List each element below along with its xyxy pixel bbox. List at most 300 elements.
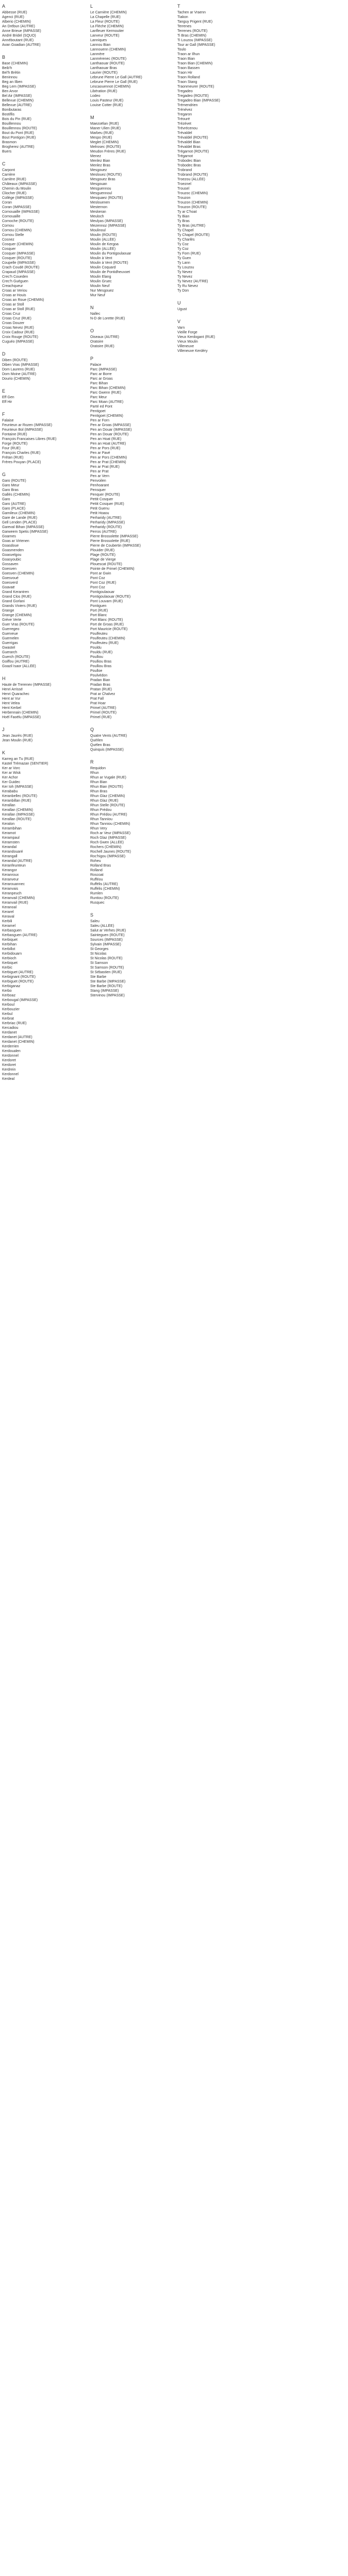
street-entry[interactable]: Rhun Prédou (AUTRE) xyxy=(90,813,127,817)
street-entry[interactable]: St Samson (ROUTE) xyxy=(90,966,124,970)
street-entry[interactable]: La Chapelle (RUE) xyxy=(90,15,121,19)
street-entry[interactable]: Kerambihan xyxy=(2,827,22,831)
street-entry[interactable]: Henri Quarachec xyxy=(2,692,29,696)
street-entry[interactable]: Port Blanc (ROUTE) xyxy=(90,618,123,622)
street-entry[interactable]: Pensquer xyxy=(90,488,106,492)
street-entry[interactable]: Croas ar Stoll xyxy=(2,303,24,307)
street-entry[interactable]: Penhoarant xyxy=(90,484,109,487)
street-entry[interactable]: Parc ar Groas xyxy=(90,377,113,381)
street-entry[interactable]: Kerbioch xyxy=(2,957,16,960)
street-entry[interactable]: Cornou (CHEMIN) xyxy=(2,229,32,232)
street-entry[interactable]: Moulin du Pontigoulaouar xyxy=(90,252,131,256)
street-entry[interactable]: Bois du Pin (RUE) xyxy=(2,117,31,121)
street-entry[interactable]: Beninnou xyxy=(2,76,18,79)
street-entry[interactable]: Kerdrein xyxy=(2,1068,16,1072)
street-entry[interactable]: Annéboutant (RUE) xyxy=(2,39,34,42)
street-entry[interactable]: Pont Coz xyxy=(90,577,105,580)
street-entry[interactable]: Keranroux xyxy=(2,873,19,877)
street-entry[interactable]: Avan Goadian (AUTRE) xyxy=(2,43,41,47)
street-entry[interactable]: Lanmère xyxy=(90,53,105,56)
street-entry[interactable]: Moulinoul xyxy=(90,229,106,232)
street-entry[interactable]: Pen ar Vern xyxy=(90,474,109,478)
street-entry[interactable]: Mesgouez Bras xyxy=(90,178,115,181)
street-entry[interactable]: Kerdanet xyxy=(2,1031,17,1035)
street-entry[interactable]: Mesgouan xyxy=(90,182,107,186)
street-entry[interactable]: St Nicolas (ROUTE) xyxy=(90,957,123,960)
street-entry[interactable]: Louise Cotter (RUE) xyxy=(90,104,123,107)
street-entry[interactable]: Ty Charlès xyxy=(177,238,195,242)
street-entry[interactable]: Keramot xyxy=(2,832,16,835)
street-entry[interactable]: Sources (IMPASSE) xyxy=(90,938,123,942)
street-entry[interactable]: Diben Vras (IMPASSE) xyxy=(2,363,39,367)
street-entry[interactable]: Grands Viviers (RUE) xyxy=(2,604,37,608)
street-entry[interactable]: Ste Barbe (IMPASSE) xyxy=(90,980,126,984)
street-entry[interactable]: Traon Stang xyxy=(177,80,197,84)
street-entry[interactable]: Pierre Brossolette (RUE) xyxy=(90,539,130,543)
street-entry[interactable]: Croas ar Veriou xyxy=(2,289,27,293)
street-entry[interactable]: Trobodec Bras xyxy=(177,164,201,167)
street-entry[interactable]: Croas an Roue (CHEMIN) xyxy=(2,298,44,302)
street-entry[interactable]: Villeneuve Kerdéry xyxy=(177,349,208,353)
street-entry[interactable]: Pen ar Pors (CHEMIN) xyxy=(90,456,127,460)
street-entry[interactable]: Parc (IMPASSE) xyxy=(90,368,117,371)
street-entry[interactable]: Mesguennoul xyxy=(90,192,112,195)
street-entry[interactable]: Tiakon xyxy=(177,15,188,19)
street-entry[interactable]: St Nicolas xyxy=(90,952,107,956)
street-entry[interactable]: Le Carnière (CHEMIN) xyxy=(90,11,127,14)
street-entry[interactable]: Trobrand (ROUTE) xyxy=(177,173,208,177)
street-entry[interactable]: Cosquer (ROUTE) xyxy=(2,257,32,260)
street-entry[interactable]: Cornouaille (IMPASSE) xyxy=(2,210,40,214)
street-entry[interactable]: Ty Forn (RUE) xyxy=(177,252,201,256)
street-entry[interactable]: Châteaux (IMPASSE) xyxy=(2,182,37,186)
street-entry[interactable]: Ty Bian xyxy=(177,215,190,218)
street-entry[interactable]: St Samson xyxy=(90,961,108,965)
street-entry[interactable]: Quélen Bras xyxy=(90,743,110,747)
street-entry[interactable]: Marbeu (RUE) xyxy=(90,131,114,135)
street-entry[interactable]: Lescaouennot (CHEMIN) xyxy=(90,85,131,89)
street-entry[interactable]: Brogherez (AUTRE) xyxy=(2,145,35,149)
street-entry[interactable]: La Fleur (ROUTE) xyxy=(90,20,120,24)
street-entry[interactable]: Cornou xyxy=(2,224,14,228)
street-entry[interactable]: Ty Nevez xyxy=(177,270,193,274)
street-entry[interactable]: Guerarch xyxy=(2,651,18,654)
street-entry[interactable]: Guernelen xyxy=(2,637,19,640)
street-entry[interactable]: Ste Barbe xyxy=(90,975,107,979)
street-entry[interactable]: Ti Bras (CHEMIN) xyxy=(177,34,207,38)
street-entry[interactable]: Chemin du Moulin xyxy=(2,187,31,191)
street-entry[interactable]: Cornou Stelle xyxy=(2,233,24,237)
street-entry[interactable]: Rochers (CHEMIN) xyxy=(90,845,122,849)
street-entry[interactable]: Keranbellec (ROUTE) xyxy=(2,794,38,798)
street-entry[interactable]: Traon Bassen xyxy=(177,66,200,70)
street-entry[interactable]: Prat ar Chalvez xyxy=(90,692,115,696)
street-entry[interactable]: Kerampaul xyxy=(2,836,20,840)
street-entry[interactable]: Menlez Bras xyxy=(90,164,110,167)
street-entry[interactable]: Petit Hoaou xyxy=(90,512,109,515)
street-entry[interactable]: Kerboaz xyxy=(2,994,16,997)
street-entry[interactable]: Beg Lem (IMPASSE) xyxy=(2,85,36,89)
street-entry[interactable]: Kerdanet (CHEMIN) xyxy=(2,1040,35,1044)
street-entry[interactable]: Sylvain (IMPASSE) xyxy=(90,943,121,946)
street-entry[interactable]: Goavaë xyxy=(2,586,15,589)
street-entry[interactable]: Pettit Cosquer xyxy=(90,498,113,501)
street-entry[interactable]: Louis Pasteur (RUE) xyxy=(90,99,124,103)
street-entry[interactable]: Pontiguen xyxy=(90,604,107,608)
street-entry[interactable]: Falaise xyxy=(2,419,14,422)
street-entry[interactable]: Grand Clos (RUE) xyxy=(2,595,31,599)
street-entry[interactable]: Roscoat xyxy=(90,873,104,877)
street-entry[interactable]: Croas Cruz (RUE) xyxy=(2,317,31,320)
street-entry[interactable]: Trénévez xyxy=(177,108,192,112)
street-entry[interactable]: Pradan Bras xyxy=(90,683,110,687)
street-entry[interactable]: Lanmèrenec (ROUTE) xyxy=(90,57,127,61)
street-entry[interactable]: Kerbic xyxy=(2,966,12,970)
street-entry[interactable]: Pointe de Primel (CHEMIN) xyxy=(90,567,135,571)
street-entry[interactable]: Henri Arrissé xyxy=(2,688,23,691)
street-entry[interactable]: Ty Bras xyxy=(177,219,190,223)
street-entry[interactable]: Kerandal (AUTRE) xyxy=(2,859,32,863)
street-entry[interactable]: Ty Don xyxy=(177,289,189,293)
street-entry[interactable]: Eff Hir xyxy=(2,400,12,404)
street-entry[interactable]: Tachen ar Vraenn xyxy=(177,11,206,14)
street-entry[interactable]: Quéïlen xyxy=(90,739,103,742)
street-entry[interactable]: Roch ar Veur (IMPASSE) xyxy=(90,832,131,835)
street-entry[interactable]: Stang (IMPASSE) xyxy=(90,989,119,993)
street-entry[interactable]: Coran (IMPASSE) xyxy=(2,206,31,209)
street-entry[interactable]: Rumlen xyxy=(90,892,103,895)
street-entry[interactable]: Gossaven xyxy=(2,563,19,566)
street-entry[interactable]: Moulin à Vent xyxy=(90,257,112,260)
street-entry[interactable]: Kerbiguet (AUTRE) xyxy=(2,971,34,974)
street-entry[interactable]: Keramel xyxy=(2,924,16,928)
street-entry[interactable]: Menlez Bian xyxy=(90,159,110,163)
street-entry[interactable]: Kerbouzier xyxy=(2,1008,20,1011)
street-entry[interactable]: Garo xyxy=(2,498,10,501)
street-entry[interactable]: Trobrand xyxy=(177,168,192,172)
street-entry[interactable]: Garo (PLACE) xyxy=(2,507,26,511)
street-entry[interactable]: Kerarouannec xyxy=(2,883,25,886)
street-entry[interactable]: Keranoal xyxy=(2,906,17,909)
street-entry[interactable]: Kerangor xyxy=(2,869,17,872)
street-entry[interactable]: Haute de Trerenev (IMPASSE) xyxy=(2,683,52,687)
street-entry[interactable]: Moulin Elang xyxy=(90,275,111,279)
street-entry[interactable]: Primel (RUE) xyxy=(90,716,112,719)
street-entry[interactable]: Trévrécenou xyxy=(177,127,198,130)
street-entry[interactable]: Dom Moine (AUTRE) xyxy=(2,372,37,376)
street-entry[interactable]: Gell Lenden (PLACE) xyxy=(2,521,37,524)
street-entry[interactable]: Ker ar Vorc xyxy=(2,767,21,770)
street-entry[interactable]: Moulin (ALLÉE) xyxy=(90,238,116,242)
street-entry[interactable]: Collège (IMPASSE) xyxy=(2,196,34,200)
street-entry[interactable]: Crapaud (IMPASSE) xyxy=(2,270,36,274)
street-entry[interactable]: Rhun Bras xyxy=(90,790,108,793)
street-entry[interactable]: Troezou (ALLÉE) xyxy=(177,178,205,181)
street-entry[interactable]: Croix Cadour (RUE) xyxy=(2,331,35,334)
street-entry[interactable]: Crach Coudé (ROUTE) xyxy=(2,266,40,269)
street-entry[interactable]: Alberio (CHEMIN) xyxy=(2,20,31,24)
street-entry[interactable]: Lannou Bian xyxy=(90,43,111,47)
street-entry[interactable]: Vieille Forge xyxy=(177,331,197,334)
street-entry[interactable]: Trégarnot (ROUTE) xyxy=(177,150,209,154)
street-entry[interactable]: Kerbo xyxy=(2,989,12,993)
street-entry[interactable]: Keranvail (CHEMIN) xyxy=(2,896,35,900)
street-entry[interactable]: Pont Coz (RUE) xyxy=(90,581,117,585)
street-entry[interactable]: Terrenes xyxy=(177,25,192,28)
street-entry[interactable]: Guerveue xyxy=(2,632,18,636)
street-entry[interactable]: Keranbillan (RUE) xyxy=(2,799,31,803)
street-entry[interactable]: Pont Louvarn (RUE) xyxy=(90,600,123,603)
street-entry[interactable]: Kerallan (ROUTE) xyxy=(2,818,31,821)
street-entry[interactable]: Kerallan (CHEMIN) xyxy=(2,808,33,812)
street-entry[interactable]: Parc Bihan (CHEMIN) xyxy=(90,386,126,390)
street-entry[interactable]: Bout du Pont (RUE) xyxy=(2,131,34,135)
street-entry[interactable]: Lannouenn (CHEMIN) xyxy=(90,48,126,52)
street-entry[interactable]: Cliocher (RUE) xyxy=(2,192,27,195)
street-entry[interactable]: Karreg an Tu (RUE) xyxy=(2,757,34,761)
street-entry[interactable]: Parté ed Pont xyxy=(90,405,112,409)
street-entry[interactable]: Kerbrat xyxy=(2,1017,14,1021)
street-entry[interactable]: Kerallan (IMPASSE) xyxy=(2,813,35,817)
street-entry[interactable]: Garo (AUTRE) xyxy=(2,502,26,506)
street-entry[interactable]: Pen ar Pavé xyxy=(90,451,110,455)
street-entry[interactable]: La Flèche (CHEMIN) xyxy=(90,25,124,28)
street-entry[interactable]: Kerbihan xyxy=(2,943,17,946)
street-entry[interactable]: Hent ar Vur xyxy=(2,697,21,701)
street-entry[interactable]: Grange xyxy=(2,609,14,613)
street-entry[interactable]: Goesven xyxy=(2,567,17,571)
street-entry[interactable]: Troeznel xyxy=(177,182,191,186)
street-entry[interactable]: Dourio (CHEMIN) xyxy=(2,377,30,381)
street-entry[interactable]: Kerdonnel xyxy=(2,1054,19,1058)
street-entry[interactable]: Libération (RUE) xyxy=(90,90,118,93)
street-entry[interactable]: Ste Barbe (ROUTE) xyxy=(90,985,123,988)
street-entry[interactable]: Plage (ROUTE) xyxy=(90,553,116,557)
street-entry[interactable]: Bel'h Brétin xyxy=(2,71,21,75)
street-entry[interactable]: Pouldu xyxy=(90,646,102,650)
street-entry[interactable]: Maezoëlan (RUE) xyxy=(90,122,119,126)
street-entry[interactable]: Kerbriac (RUE) xyxy=(2,1022,27,1025)
street-entry[interactable]: Meuloch xyxy=(90,215,104,218)
street-entry[interactable]: Pen an Hoat (RUE) xyxy=(90,437,122,441)
street-entry[interactable]: Pen ar Forn xyxy=(90,419,109,422)
street-entry[interactable]: Carrière (RUE) xyxy=(2,178,26,181)
street-entry[interactable]: Kerdanet (AUTRE) xyxy=(2,1036,32,1039)
street-entry[interactable]: Oiseaux (AUTRE) xyxy=(90,335,120,339)
street-entry[interactable]: Hent Velea xyxy=(2,702,20,705)
street-entry[interactable]: Ty Lann xyxy=(177,261,190,265)
street-entry[interactable]: N-D de Lorette (RUE) xyxy=(90,317,125,320)
street-entry[interactable]: Bouillennou xyxy=(2,122,21,126)
street-entry[interactable]: Jean Moulin (RUE) xyxy=(2,739,33,742)
street-entry[interactable]: Frères Pouyan (PLACE) xyxy=(2,461,41,464)
street-entry[interactable]: Mesguennou xyxy=(90,187,111,191)
street-entry[interactable]: Croas ar Houis xyxy=(2,294,26,297)
street-entry[interactable]: Kerbidouarn xyxy=(2,952,22,956)
street-entry[interactable]: Ti Louzou (IMPASSE) xyxy=(177,39,212,42)
street-entry[interactable]: Bellevue (AUTRE) xyxy=(2,104,32,107)
street-entry[interactable]: Pentigoet (CHEMIN) xyxy=(90,414,123,418)
street-entry[interactable]: Penvoilen xyxy=(90,479,106,483)
street-entry[interactable]: Goasmenden xyxy=(2,549,24,552)
street-entry[interactable]: Carrière xyxy=(2,173,15,177)
street-entry[interactable]: Pen an Hoat (AUTRE) xyxy=(90,442,126,446)
street-entry[interactable]: Kerderrien xyxy=(2,1045,19,1048)
street-entry[interactable]: Poulliou Bras xyxy=(90,660,112,664)
street-entry[interactable]: Kerdoret xyxy=(2,1059,16,1062)
street-entry[interactable]: Ker Guidec xyxy=(2,781,21,784)
street-entry[interactable]: Pontigoulaouar xyxy=(90,590,115,594)
street-entry[interactable]: Perharidy (IMPASSE) xyxy=(90,521,125,524)
street-entry[interactable]: Keralon xyxy=(2,822,15,826)
street-entry[interactable]: Roheu xyxy=(90,859,101,863)
street-entry[interactable]: Kerbiquet xyxy=(2,961,18,965)
street-entry[interactable]: Fontaine (RUE) xyxy=(2,433,27,436)
street-entry[interactable]: Port Mauricie (ROUTE) xyxy=(90,628,128,631)
street-entry[interactable]: Grand Kerantren xyxy=(2,590,29,594)
street-entry[interactable]: Trémendrien xyxy=(177,104,198,107)
street-entry[interactable]: Rhun Tanniou xyxy=(90,818,113,821)
street-entry[interactable]: Carpont xyxy=(2,168,15,172)
street-entry[interactable]: Lanfleuer Kermoutier xyxy=(90,29,124,33)
street-entry[interactable]: Mesquaez (ROUTE) xyxy=(90,196,123,200)
street-entry[interactable]: Meglet (CHEMIN) xyxy=(90,141,119,144)
street-entry[interactable]: Kerandal xyxy=(2,845,17,849)
street-entry[interactable]: Vieux Kerdogant (RUE) xyxy=(177,335,216,339)
street-entry[interactable]: Poulliou Bras xyxy=(90,665,112,668)
street-entry[interactable]: Garo Bras xyxy=(2,488,19,492)
street-entry[interactable]: Garnileux (CHEMIN) xyxy=(2,512,36,515)
street-entry[interactable]: Plouescat (ROUTE) xyxy=(90,563,122,566)
street-entry[interactable]: Kerdoret xyxy=(2,1063,16,1067)
street-entry[interactable]: Croas Cruz xyxy=(2,312,21,316)
street-entry[interactable]: Palace xyxy=(90,363,102,367)
street-entry[interactable]: Kerababu xyxy=(2,790,18,793)
street-entry[interactable]: Beg an Ilben xyxy=(2,80,23,84)
street-entry[interactable]: Pen ar Pors (RUE) xyxy=(90,447,121,450)
street-entry[interactable]: Poulloe xyxy=(90,669,103,673)
street-entry[interactable]: Pen an Douar (ROUTE) xyxy=(90,433,129,436)
street-entry[interactable]: Gareval Bihan (IMPASSE) xyxy=(2,526,44,529)
street-entry[interactable]: Pont Coz xyxy=(90,586,105,589)
street-entry[interactable]: Stervinou (IMPASSE) xyxy=(90,994,125,997)
street-entry[interactable]: Tregadeo Bian (IMPASSE) xyxy=(177,99,220,103)
street-entry[interactable]: Kerandouaré xyxy=(2,850,23,854)
street-entry[interactable]: Goazil Isaor (ALLÉE) xyxy=(2,665,36,668)
street-entry[interactable]: Feunteun Bol (IMPASSE) xyxy=(2,428,43,432)
street-entry[interactable]: Pontigoulaouar (ROUTE) xyxy=(90,595,131,599)
street-entry[interactable]: Rhun Glaz (RUE) xyxy=(90,799,119,803)
street-entry[interactable]: André Bridel (SQUO) xyxy=(2,34,36,38)
street-entry[interactable]: Pen ar Prat (RUE) xyxy=(90,465,120,469)
street-entry[interactable]: Lanniques xyxy=(90,39,107,42)
street-entry[interactable]: Primel (ROUTE) xyxy=(90,711,117,715)
street-entry[interactable]: Moulin Gruec xyxy=(90,280,112,283)
street-entry[interactable]: Rhun Bian xyxy=(90,781,107,784)
street-entry[interactable]: Mesgouez xyxy=(90,168,107,172)
street-entry[interactable]: Rhun Prédou xyxy=(90,808,112,812)
street-entry[interactable]: Cosquer xyxy=(2,247,16,251)
street-entry[interactable]: Lebrune Pierre Le Gall (AUTRE) xyxy=(90,76,142,79)
street-entry[interactable]: Parc Gwenn (RUE) xyxy=(90,391,121,395)
street-entry[interactable]: Forge (ROUTE) xyxy=(2,442,28,446)
street-entry[interactable]: Rolland Bras xyxy=(90,864,111,868)
street-entry[interactable]: Nur Mesgouez xyxy=(90,289,114,293)
street-entry[interactable]: Saleu xyxy=(90,920,100,923)
street-entry[interactable]: Kerbiquet xyxy=(2,938,18,942)
street-entry[interactable]: Poulfeuteu (CHEMIN) xyxy=(90,637,125,640)
street-entry[interactable]: Goesvoué xyxy=(2,577,19,580)
street-entry[interactable]: An Drébun (AUTRE) xyxy=(2,25,35,28)
street-entry[interactable]: Guer Vras (ROUTE) xyxy=(2,623,35,626)
street-entry[interactable]: Ker Ioh (IMPASSE) xyxy=(2,785,33,789)
street-entry[interactable]: Base (CHEMIN) xyxy=(2,62,28,65)
street-entry[interactable]: Melrosec (ROUTE) xyxy=(90,145,121,149)
street-entry[interactable]: Bout Pontigon (RUE) xyxy=(2,136,36,140)
street-entry[interactable]: Gwastel xyxy=(2,646,15,650)
street-entry[interactable]: Requidon xyxy=(90,767,106,770)
street-entry[interactable]: Keranpeuch xyxy=(2,892,22,895)
street-entry[interactable]: Diben (ROUTE) xyxy=(2,359,28,362)
street-entry[interactable]: Pentigoet xyxy=(90,410,106,413)
street-entry[interactable]: Tour ar Gall (IMPASSE) xyxy=(177,43,216,47)
street-entry[interactable]: Meslouez (ROUTE) xyxy=(90,173,122,177)
street-entry[interactable]: Kerarel xyxy=(2,910,14,914)
street-entry[interactable]: Primel (AUTRE) xyxy=(90,706,117,710)
street-entry[interactable]: Moulin de Pontidheuvoet xyxy=(90,270,130,274)
street-entry[interactable]: Coupelle (IMPASSE) xyxy=(2,261,36,265)
street-entry[interactable]: Pen ar Groas (IMPASSE) xyxy=(90,423,131,427)
street-entry[interactable]: Cosquer (CHEMIN) xyxy=(2,243,34,246)
street-entry[interactable]: Kerbasguen xyxy=(2,929,22,933)
street-entry[interactable]: Ty Coz xyxy=(177,247,189,251)
street-entry[interactable]: Goesven (CHEMIN) xyxy=(2,572,35,575)
street-entry[interactable]: Goarnes xyxy=(2,535,16,538)
street-entry[interactable]: Garo (ROUTE) xyxy=(2,479,26,483)
street-entry[interactable]: Traon Bian (CHEMIN) xyxy=(177,62,213,65)
street-entry[interactable]: Garweem Spetis (IMPASSE) xyxy=(2,530,48,534)
street-entry[interactable]: Ben Arvor xyxy=(2,90,18,93)
street-entry[interactable]: Ker Achor xyxy=(2,776,18,779)
street-entry[interactable]: Pratan (RUE) xyxy=(90,688,112,691)
street-entry[interactable]: Ty Ru Nevez xyxy=(177,284,198,288)
street-entry[interactable]: Trévaldel Bras xyxy=(177,145,201,149)
street-entry[interactable]: Ruffélis (CHEMIN) xyxy=(90,887,120,891)
street-entry[interactable]: Ty Chapel xyxy=(177,229,194,232)
street-entry[interactable]: Gallés (CHEMIN) xyxy=(2,493,30,497)
street-entry[interactable]: St Georges xyxy=(90,947,109,951)
street-entry[interactable]: Goiffou (AUTRE) xyxy=(2,660,29,664)
street-entry[interactable]: Kerboul xyxy=(2,1003,15,1007)
street-entry[interactable]: Buers xyxy=(2,150,12,154)
street-entry[interactable]: Kerbougal (IMPASSE) xyxy=(2,998,38,1002)
street-entry[interactable]: Herbennain (CHEMIN) xyxy=(2,711,39,715)
street-entry[interactable]: Meslouenen xyxy=(90,201,110,205)
street-entry[interactable]: Hoël Faoëlu (IMPASSE) xyxy=(2,716,41,719)
street-entry[interactable]: Salut ar Verhes (RUE) xyxy=(90,929,126,933)
street-entry[interactable]: Rhun Very xyxy=(90,827,107,831)
street-entry[interactable]: Croix Rouge (ROUTE) xyxy=(2,335,39,339)
street-entry[interactable]: Penquer (ROUTE) xyxy=(90,493,120,497)
street-entry[interactable]: Maner Ulien (RUE) xyxy=(90,127,121,130)
street-entry[interactable]: Trousel xyxy=(177,187,190,191)
street-entry[interactable]: Guerrigas xyxy=(2,641,18,645)
street-entry[interactable]: Moulin Neuf xyxy=(90,284,110,288)
street-entry[interactable]: Rhun ar Vugale (RUE) xyxy=(90,776,126,779)
street-entry[interactable]: Villeneuve xyxy=(177,345,194,348)
street-entry[interactable]: Prat Hoar xyxy=(90,702,106,705)
street-entry[interactable]: Rhun Glaz (CHEMIN) xyxy=(90,794,125,798)
